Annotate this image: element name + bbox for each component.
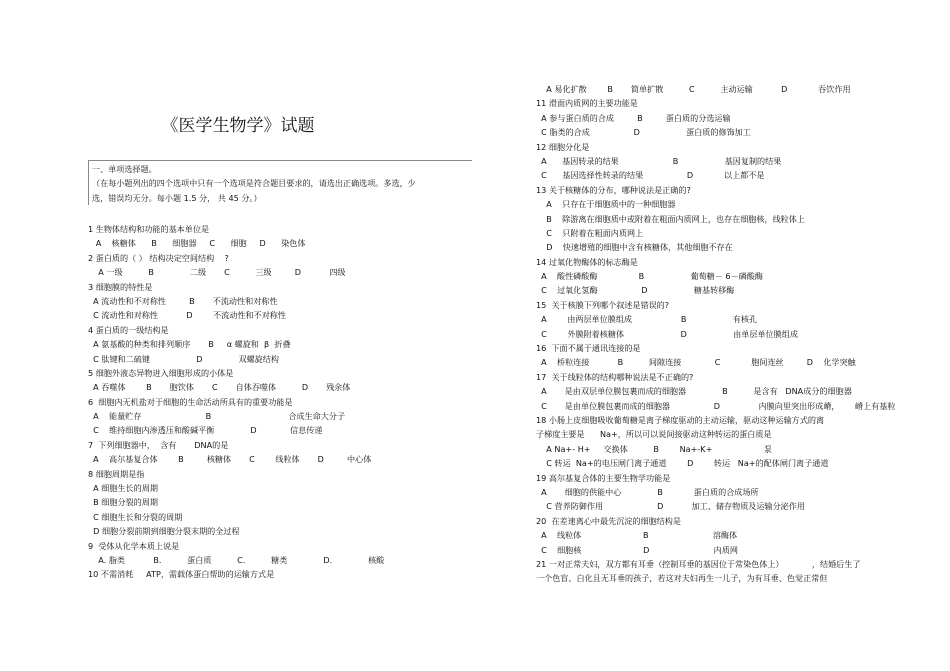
question-line: 18 小肠上皮细胞吸收葡萄糖是离子梯度驱动的主动运输，驱动这种运输方式的离: [536, 414, 825, 425]
section-heading: 一、单项选择题。: [92, 164, 157, 174]
question-line: 8 细胞周期是指: [88, 468, 145, 479]
section-note-line-1: （在每小题列出的四个选项中只有一个选项是符合题目要求的，请选出正确选项。多选，少: [92, 178, 416, 189]
question-line: A 能量贮存 B 合成生命大分子: [88, 411, 346, 422]
question-line: A 易化扩散 B 简单扩散 C 主动运输 D 吞饮作用: [536, 84, 851, 94]
question-line: C 流动性和对称性 D 不流动性和不对称性: [88, 310, 286, 321]
question-line: 6 细胞内无机盐对于细胞的生命活动所具有的重要功能是: [88, 396, 293, 407]
question-line: A Na+- H+ 交换体 B Na+-K+ 泵: [536, 443, 772, 454]
question-line: 2 蛋白质的（ ） 结构决定空间结构 ?: [88, 252, 229, 263]
question-line: 4 蛋白质的一级结构是: [88, 324, 169, 335]
instructions-box: [88, 160, 472, 205]
question-line: A 酸性磷酸酶 B 葡萄糖－ 6－磷酸酶: [536, 271, 763, 282]
question-line: 3 细胞膜的特性是: [88, 281, 153, 292]
question-line: A 是由双层单位膜包裹而成的细胞器 B 是含有 DNA成分的细胞器: [536, 386, 852, 397]
question-line: D 快速增殖的细胞中含有核糖体，其他细胞不存在: [536, 242, 733, 253]
question-line: C 过氧化氢酶 D 糖基转移酶: [536, 285, 735, 296]
question-line: 7 下列细胞器中， 含有 DNA的是: [88, 439, 229, 450]
section-note-line-2: 选，错误均无分。每小题 1.5 分， 共 45 分。）: [92, 192, 262, 203]
question-line: 16 下面不属于通讯连接的是: [536, 343, 641, 354]
question-line: C 脂类的合成 D 蛋白质的修饰加工: [536, 127, 751, 138]
question-line: 20 在差速离心中最先沉淀的细胞结构是: [536, 515, 681, 526]
question-line: A 细胞生长的周期: [88, 483, 158, 494]
question-line: A 核糖体 B 细胞器 C 细胞 D 染色体: [88, 238, 306, 249]
question-line: C 基因选择性转录的结果 D 以上都不是: [536, 170, 765, 181]
question-line: A 吞噬体 B 胞饮体 C 自体吞噬体 D 残余体: [88, 382, 351, 393]
question-line: C 维持细胞内渗透压和酸碱平衡 D 信息传递: [88, 425, 323, 436]
question-line: A. 脂类 B. 蛋白质 C. 糖类 D. 核酸: [88, 554, 385, 565]
question-line: 9 受体从化学本质上说是: [88, 540, 180, 551]
question-line: A 基因转录的结果 B 基因复制的结果: [536, 155, 782, 166]
question-line: 12 细胞分化是: [536, 141, 590, 152]
question-line: C 是由单位膜包裹而成的细胞器 D 内膜向里突出形成嵴， 嵴上有基粒: [536, 400, 896, 411]
question-line: C 营养防御作用 D 加工、储存物质及运输分泌作用: [536, 501, 805, 512]
left-questions: [88, 222, 468, 582]
question-line: A 由两层单位膜组成 B 有核孔: [536, 314, 758, 325]
question-line: C 肽键和二硫键 D 双螺旋结构: [88, 353, 279, 364]
question-line: 17 关于线粒体的结构哪种说法是不正确的?: [536, 371, 694, 382]
question-line: C 细胞核 D 内质网: [536, 544, 738, 555]
question-line: C 转运 Na+的电压闸门离子通道 D 转运 Na+的配体闸门离子通道: [536, 458, 829, 469]
question-line: 一个色盲、白化且无耳垂的孩子，若这对夫妇再生一儿子，为有耳垂、色觉正常但: [536, 573, 828, 584]
question-line: B 除游离在细胞质中或附着在粗面内质网上，也存在细胞核，线粒体上: [536, 213, 805, 224]
question-line: 15 关于核膜下列哪个叙述是错误的?: [536, 299, 670, 310]
question-line: 13 关于核糖体的分布，哪种说法是正确的?: [536, 184, 691, 195]
question-line: C 外膜附着核糖体 D 由单层单位膜组成: [536, 328, 798, 339]
question-line: A 一级 B 二级 C 三级 D 四级: [88, 267, 346, 278]
question-line: 14 过氧化物酶体的标志酶是: [536, 256, 638, 267]
question-line: A 流动性和不对称性 B 不流动性和对称性: [88, 295, 278, 306]
question-line: D 细胞分裂前期到细胞分裂末期的全过程: [88, 526, 240, 537]
question-line: A 氨基酸的种类和排列顺序 B α 螺旋和 β 折叠: [88, 339, 291, 350]
question-line: A 只存在于细胞质中的一种细胞器: [536, 199, 676, 210]
question-line: 子梯度主要是 Na+，所以可以说间接驱动这种转运的蛋白质是: [536, 429, 772, 440]
question-line: C 细胞生长和分裂的周期: [88, 511, 183, 522]
question-line: 1 生物体结构和功能的基本单位是: [88, 224, 210, 234]
question-line: A 桥粒连接 B 间隙连接 C 胞间连丝 D 化学突触: [536, 357, 856, 368]
right-questions: [536, 82, 916, 586]
question-line: 10 不需消耗 ATP，需载体蛋白帮助的运输方式是: [88, 569, 275, 580]
question-line: 19 高尔基复合体的主要生物学功能是: [536, 472, 671, 483]
question-line: C 只附着在粗面内质网上: [536, 227, 644, 238]
question-line: B 细胞分裂的周期: [88, 497, 158, 508]
question-line: 5 细胞外液态异物进入细胞形成的小体是: [88, 367, 234, 378]
question-line: A 线粒体 B 溶酶体: [536, 530, 738, 541]
question-line: 11 滑面内质网的主要功能是: [536, 98, 638, 109]
question-line: A 参与蛋白质的合成 B 蛋白质的分选运输: [536, 112, 731, 123]
question-line: A 细胞的供能中心 B 蛋白质的合成场所: [536, 486, 759, 497]
question-line: A 高尔基复合体 B 核糖体 C 线粒体 D 中心体: [88, 454, 372, 465]
exam-title: 《医学生物学》试题: [161, 116, 315, 136]
question-line: 21 一对正常夫妇，双方都有耳垂（控制耳垂的基因位于常染色体上） ，结婚后生了: [536, 558, 861, 569]
